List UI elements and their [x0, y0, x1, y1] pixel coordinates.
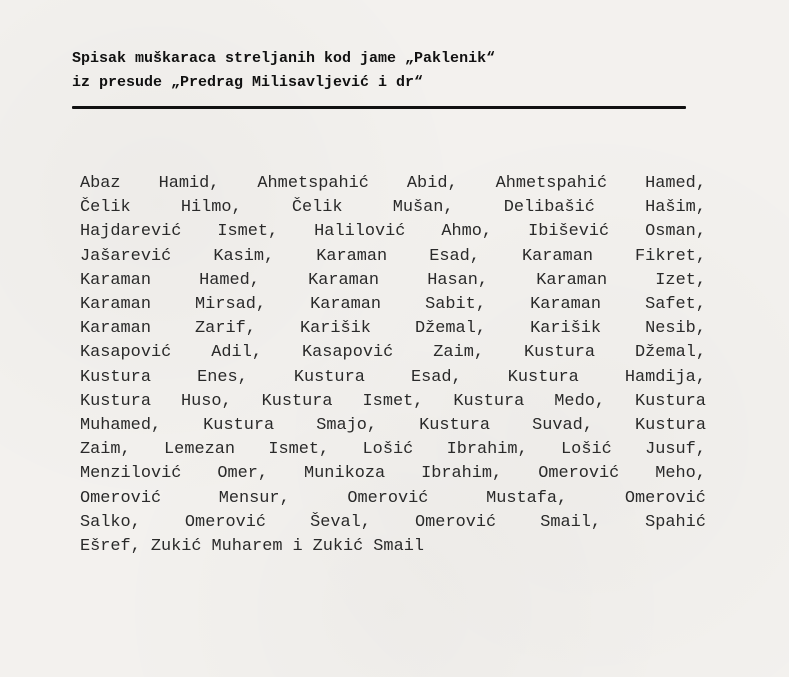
body-word: Mensur, — [218, 488, 290, 508]
body-word: Abid, — [406, 174, 458, 193]
body-word: Kustura — [419, 416, 491, 436]
body-word: Karišik — [530, 319, 602, 339]
body-word: Zaim, — [433, 343, 484, 363]
body-word: Osman, — [645, 222, 706, 242]
body-word: Hasan, — [427, 270, 489, 290]
body-word: Kustura — [203, 416, 275, 436]
body-text-line — [80, 172, 706, 196]
body-word: Kustura — [80, 391, 151, 411]
body-word: Delibašić — [503, 198, 595, 218]
body-word: Zarif, — [195, 319, 256, 339]
body-word: Medo, — [554, 391, 605, 411]
body-word: Ahmetspahić — [495, 174, 608, 193]
heading-line-2: iz presude „Predrag Milisavljević i dr“ — [72, 74, 424, 91]
body-text-line — [80, 511, 706, 535]
body-word: Ibrahim, — [421, 464, 503, 484]
body-word: Menzilović — [80, 464, 182, 484]
body-word: Izet, — [655, 270, 706, 290]
body-word: Smail, — [540, 512, 602, 532]
heading-line-1: Spisak muškaraca streljanih kod jame „Paklenik“ — [72, 50, 496, 67]
names-list — [80, 172, 706, 559]
body-word: Hajdarević — [80, 222, 182, 242]
body-word: Zukić — [150, 537, 202, 557]
body-word: Safet, — [645, 295, 706, 315]
body-word: Karaman — [316, 246, 388, 266]
body-word: Džemal, — [635, 343, 706, 363]
body-word: Muharem — [211, 537, 283, 557]
body-word: Karaman — [310, 295, 382, 315]
body-text-line — [80, 414, 706, 438]
body-word: Zaim, — [80, 440, 131, 460]
body-word: Smail — [373, 537, 424, 557]
body-word: Omerović — [80, 488, 162, 508]
body-word: Enes, — [197, 367, 248, 387]
body-text-line — [80, 366, 706, 390]
body-word: Salko, — [80, 512, 141, 532]
body-text-line — [80, 293, 706, 317]
body-word: Hamid, — [158, 174, 220, 193]
body-word: Jusuf, — [645, 440, 706, 460]
body-word: Hašim, — [645, 198, 706, 218]
body-word: Ahmetspahić — [257, 174, 369, 193]
body-word: Munikoza — [304, 464, 386, 484]
body-word: i — [292, 537, 303, 557]
body-text-line — [80, 245, 706, 269]
body-word: Ševal, — [310, 512, 371, 532]
body-word: Kustura — [261, 391, 333, 411]
body-word: Ismet, — [268, 440, 330, 460]
body-word: Karaman — [536, 270, 608, 290]
body-word: Zukić — [312, 537, 364, 557]
body-word: Meho, — [655, 464, 706, 484]
body-text-line — [80, 535, 706, 559]
body-word: Ešref, — [80, 537, 141, 557]
body-text-line — [80, 317, 706, 341]
body-word: Ismet, — [217, 222, 279, 242]
body-word: Karaman — [80, 270, 151, 290]
body-text-line — [80, 438, 706, 462]
heading-underline — [72, 106, 686, 109]
body-word: Mušan, — [392, 198, 454, 218]
body-word: Nesib, — [645, 319, 706, 339]
body-word: Suvad, — [532, 416, 593, 436]
body-word: Hamed, — [645, 174, 706, 193]
body-word: Ibrahim, — [446, 440, 528, 460]
body-word: Kasim, — [213, 246, 275, 266]
body-word: Fikret, — [635, 246, 706, 266]
body-word: Esad, — [429, 246, 480, 266]
body-word: Hamed, — [199, 270, 260, 290]
body-word: Ibišević — [528, 222, 610, 242]
body-word: Kustura — [524, 343, 595, 363]
document-heading — [72, 47, 712, 95]
body-word: Spahić — [645, 512, 706, 532]
body-word: Smajo, — [316, 416, 378, 436]
body-word: Kasapović — [302, 343, 394, 363]
body-word: Omerović — [184, 512, 267, 532]
body-text-line — [80, 462, 706, 486]
body-word: Adil, — [211, 343, 262, 363]
body-word: Lemezan — [164, 440, 235, 460]
body-word: Lošić — [362, 440, 414, 460]
body-word: Ahmo, — [441, 222, 493, 242]
body-word: Omerović — [538, 464, 620, 484]
body-word: Kustura — [507, 367, 579, 387]
body-word: Lošić — [561, 440, 612, 460]
body-text-line — [80, 390, 706, 414]
body-word: Karaman — [530, 295, 602, 315]
body-text-line — [80, 196, 706, 220]
body-word: Huso, — [180, 391, 232, 411]
body-word: Kustura — [634, 391, 706, 411]
body-word: Ismet, — [362, 391, 424, 411]
body-word: Halilović — [314, 222, 406, 242]
body-word: Hilmo, — [180, 198, 242, 218]
body-word: Sabit, — [425, 295, 486, 315]
body-word: Omerović — [347, 488, 429, 508]
body-word: Jašarević — [80, 246, 172, 266]
body-word: Muhamed, — [80, 416, 162, 436]
body-word: Kasapović — [80, 343, 172, 363]
body-text-line — [80, 220, 706, 244]
body-word: Karaman — [80, 319, 151, 339]
body-word: Karišik — [299, 319, 371, 339]
body-word: Mustafa, — [486, 488, 568, 508]
body-word: Džemal, — [415, 319, 486, 339]
body-word: Esad, — [410, 367, 462, 387]
body-word: Kustura — [635, 416, 706, 436]
body-word: Kustura — [80, 367, 151, 387]
body-word: Čelik — [291, 198, 343, 218]
body-word: Kustura — [453, 391, 525, 411]
body-word: Karaman — [80, 295, 151, 315]
body-word: Kustura — [293, 367, 365, 387]
body-word: Mirsad, — [195, 295, 266, 315]
body-text-line — [80, 487, 706, 511]
body-text-line — [80, 341, 706, 365]
body-text-line — [80, 269, 706, 293]
body-word: Omer, — [217, 464, 269, 484]
body-word: Omerović — [624, 488, 706, 508]
body-word: Karaman — [522, 246, 593, 266]
body-word: Čelik — [80, 198, 131, 218]
body-word: Omerović — [415, 512, 497, 532]
body-word: Karaman — [308, 270, 380, 290]
body-word: Abaz — [80, 174, 121, 193]
body-word: Hamdija, — [624, 367, 706, 387]
